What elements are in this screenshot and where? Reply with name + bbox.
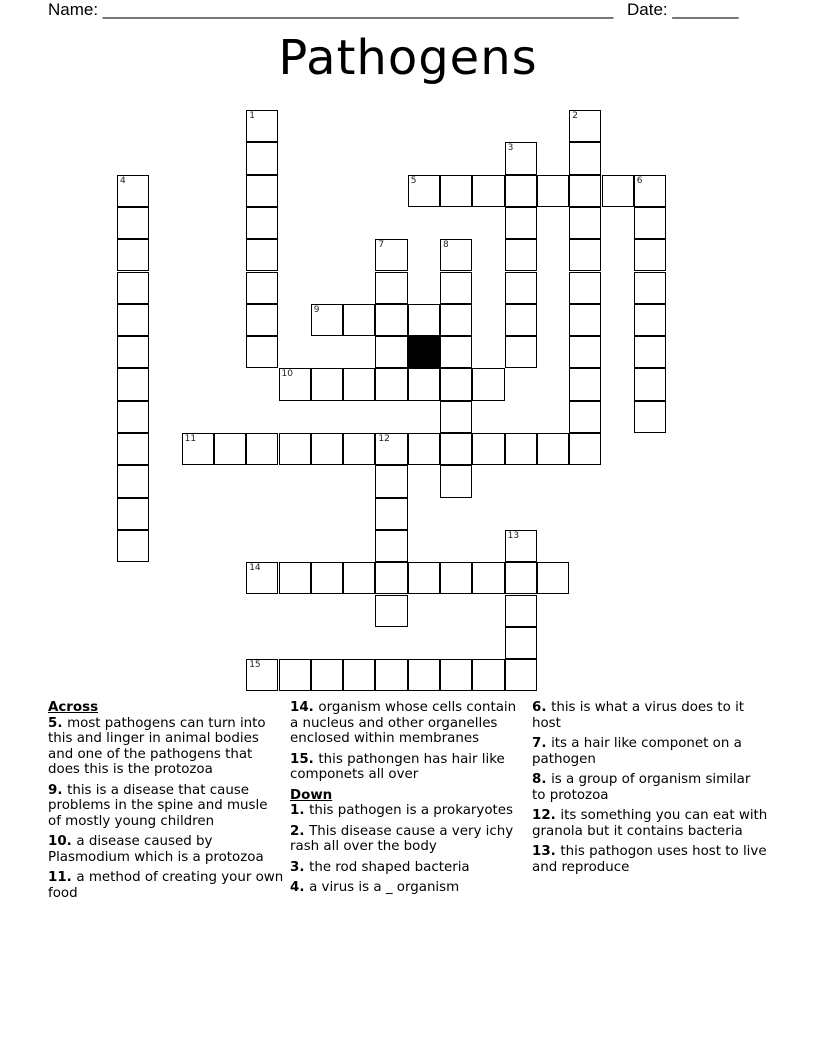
grid-cell[interactable] [569, 175, 601, 207]
grid-cell[interactable] [569, 142, 601, 174]
grid-cell[interactable] [569, 239, 601, 271]
grid-cell[interactable] [246, 336, 278, 368]
grid-cell[interactable] [375, 498, 407, 530]
grid-cell[interactable] [505, 562, 537, 594]
grid-cell[interactable] [634, 401, 666, 433]
grid-cell[interactable] [117, 433, 149, 465]
cell-number: 8 [443, 240, 449, 251]
grid-cell[interactable] [343, 433, 375, 465]
grid-cell[interactable] [375, 239, 407, 271]
clues-column-2 [290, 700, 526, 901]
cell-number: 9 [313, 304, 320, 315]
grid-cell[interactable] [343, 304, 375, 336]
clue-text: most pathogens can turn into this and linger in animal bodies and one of the pathogens that does this is the protozoa [48, 715, 266, 777]
grid-cell[interactable] [375, 272, 407, 304]
grid-cell[interactable] [279, 433, 311, 465]
grid-cell[interactable] [440, 336, 472, 368]
grid-cell[interactable] [246, 175, 278, 207]
clue-number: 14 [290, 700, 309, 715]
grid-cell[interactable] [505, 239, 537, 271]
cell-number: 12 [378, 434, 390, 444]
down-heading: Down [290, 787, 333, 803]
grid-cell[interactable] [375, 530, 407, 562]
page-title: Pathogens [278, 30, 538, 86]
grid-cell[interactable] [440, 175, 472, 207]
cell-number: 11 [184, 434, 197, 444]
grid-cell[interactable] [311, 659, 343, 691]
grid-cell[interactable] [634, 272, 666, 304]
grid-cell[interactable] [505, 595, 537, 627]
grid-cell[interactable] [569, 433, 601, 465]
grid-cell[interactable] [634, 207, 666, 239]
clue-number: 8 [532, 772, 542, 787]
grid-cell[interactable] [505, 207, 537, 239]
clue-across-9: 9. this is a disease that cause problems in the spine and musle of mostly young children [48, 782, 268, 829]
grid-cell[interactable] [117, 498, 149, 530]
grid-cell[interactable] [408, 659, 440, 691]
grid-cell[interactable] [117, 272, 149, 304]
cell-number: 3 [507, 143, 514, 154]
cell-number: 1 [249, 111, 255, 121]
grid-cell[interactable] [569, 207, 601, 239]
grid-cell[interactable] [440, 401, 472, 433]
grid-cell[interactable] [246, 433, 278, 465]
grid-cell[interactable] [246, 110, 278, 142]
clue-text: its a hair like componet on a pathogen [532, 736, 742, 767]
grid-cell[interactable] [117, 304, 149, 336]
grid-cell[interactable] [602, 175, 634, 207]
grid-cell[interactable] [375, 562, 407, 594]
grid-cell[interactable] [408, 175, 440, 207]
grid-cell[interactable] [505, 530, 537, 562]
clue-across-10: 10. a disease caused by Plasmodium which is a protozoa [48, 834, 264, 865]
grid-cell[interactable] [634, 239, 666, 271]
grid-cell[interactable] [569, 110, 601, 142]
grid-cell[interactable] [117, 530, 149, 562]
clue-text: the rod shaped bacteria [309, 859, 470, 875]
grid-cell[interactable] [246, 659, 278, 691]
grid-cell[interactable] [569, 336, 601, 368]
grid-cell[interactable] [375, 368, 407, 400]
grid-cell[interactable] [634, 304, 666, 336]
grid-cell[interactable] [505, 175, 537, 207]
clue-across-14: 14. organism whose cells contain a nucleus and other organelles enclosed within membranes [290, 700, 517, 746]
grid-cell[interactable] [246, 207, 278, 239]
grid-cell[interactable] [408, 304, 440, 336]
grid-cell[interactable] [472, 175, 504, 207]
grid-cell[interactable] [117, 368, 149, 400]
clue-number: 10 [48, 834, 67, 849]
grid-cell[interactable] [440, 562, 472, 594]
clue-down-7: 7. its a hair like componet on a pathogen [532, 736, 742, 767]
clue-text: a virus is a _ organism [309, 880, 460, 895]
grid-cell[interactable] [279, 562, 311, 594]
clue-number: 1 [290, 803, 300, 818]
cell-number: 5 [410, 175, 417, 186]
grid-cell[interactable] [472, 368, 504, 400]
name-field-label[interactable]: Name: ______________________________________________________ [48, 0, 614, 19]
clue-down-4: 4. a virus is a _ organism [290, 880, 460, 895]
grid-cell[interactable] [537, 433, 569, 465]
clue-number: 12 [532, 808, 551, 823]
cell-number: 4 [120, 175, 126, 186]
grid-cell[interactable] [505, 304, 537, 336]
grid-cell[interactable] [375, 304, 407, 336]
clue-number: 15 [290, 751, 309, 767]
clue-text: This disease cause a very ichy rash all over the body [290, 823, 514, 854]
grid-cell[interactable] [440, 239, 472, 271]
grid-cell[interactable] [117, 336, 149, 368]
grid-cell[interactable] [375, 336, 407, 368]
clue-text: this pathogon uses host to live and reproduce [532, 844, 767, 875]
cell-number: 6 [636, 175, 643, 186]
clue-text: organism whose cells contain a nucleus and other organelles enclosed within membranes [290, 700, 517, 746]
grid-cell[interactable] [182, 433, 214, 465]
clue-across-15: 15. this pathongen has hair like componets all over [290, 751, 505, 782]
black-cell [408, 336, 440, 368]
grid-cell[interactable] [634, 175, 666, 207]
grid-cell[interactable] [505, 659, 537, 691]
grid-cell[interactable] [246, 142, 278, 174]
clue-text: this is what a virus does to it host [532, 700, 745, 731]
clue-across-5: 5. most pathogens can turn into this and linger in animal bodies and one of the pathogens that does this is the protozoa [48, 715, 266, 777]
cell-number: 2 [572, 111, 578, 121]
grid-cell[interactable] [117, 207, 149, 239]
grid-cell[interactable] [343, 368, 375, 400]
grid-cell[interactable] [343, 659, 375, 691]
grid-cell[interactable] [246, 304, 278, 336]
grid-cell[interactable] [117, 401, 149, 433]
cell-number: 10 [281, 369, 293, 380]
grid-cell[interactable] [279, 368, 311, 400]
grid-cell[interactable] [440, 433, 472, 465]
clue-across-11: 11. a method of creating your own food [48, 870, 284, 901]
clue-text: a disease caused by Plasmodium which is a protozoa [48, 834, 264, 865]
clue-down-13: 13. this pathogon uses host to live and reproduce [532, 844, 767, 875]
clue-number: 2 [290, 823, 300, 839]
grid-cell[interactable] [505, 627, 537, 659]
clue-text: is a group of organism similar to protozoa [532, 772, 751, 803]
grid-cell[interactable] [472, 659, 504, 691]
clue-down-6: 6. this is what a virus does to it host [532, 700, 745, 731]
grid-cell[interactable] [375, 595, 407, 627]
grid-cell[interactable] [408, 368, 440, 400]
grid-cell[interactable] [440, 304, 472, 336]
grid-cell[interactable] [569, 272, 601, 304]
grid-cell[interactable] [311, 562, 343, 594]
grid-cell[interactable] [505, 433, 537, 465]
grid-cell[interactable] [569, 304, 601, 336]
clue-number: 5 [48, 715, 58, 731]
grid-cell[interactable] [214, 433, 246, 465]
cell-number: 13 [507, 530, 520, 541]
clue-text: its something you can eat with granola but it contains bacteria [532, 808, 768, 839]
grid-cell[interactable] [117, 175, 149, 207]
clue-number: 9 [48, 782, 58, 798]
grid-cell[interactable] [505, 142, 537, 174]
grid-cell[interactable] [311, 433, 343, 465]
grid-cell[interactable] [440, 659, 472, 691]
grid-cell[interactable] [246, 239, 278, 271]
grid-cell[interactable] [569, 401, 601, 433]
clue-down-2: 2. This disease cause a very ichy rash all over the body [290, 823, 514, 854]
grid-cell[interactable] [569, 368, 601, 400]
grid-cell[interactable] [408, 433, 440, 465]
grid-cell[interactable] [117, 239, 149, 271]
cell-number: 15 [249, 660, 261, 671]
clue-text: this pathogen is a prokaryotes [309, 803, 514, 818]
grid-cell[interactable] [375, 659, 407, 691]
grid-cell[interactable] [343, 562, 375, 594]
grid-cell[interactable] [634, 336, 666, 368]
grid-cell[interactable] [472, 562, 504, 594]
grid-cell[interactable] [246, 562, 278, 594]
clue-number: 6 [532, 700, 542, 715]
clue-down-3: 3. the rod shaped bacteria [290, 859, 470, 875]
grid-cell[interactable] [472, 433, 504, 465]
clue-text: this pathongen has hair like componets all over [290, 751, 505, 782]
grid-cell[interactable] [311, 304, 343, 336]
clue-number: 3 [290, 859, 300, 875]
grid-cell[interactable] [440, 368, 472, 400]
clue-down-1: 1. this pathogen is a prokaryotes [290, 803, 514, 818]
grid-cell[interactable] [117, 465, 149, 497]
clue-number: 13 [532, 844, 551, 859]
clues-column-3 [532, 700, 768, 880]
clue-number: 4 [290, 880, 300, 895]
clue-text: a method of creating your own food [48, 870, 284, 901]
grid-cell[interactable] [246, 272, 278, 304]
clue-number: 7 [532, 736, 542, 751]
grid-cell[interactable] [505, 272, 537, 304]
clue-down-12: 12. its something you can eat with granola but it contains bacteria [532, 808, 768, 839]
grid-cell[interactable] [440, 465, 472, 497]
grid-cell[interactable] [634, 368, 666, 400]
grid-cell[interactable] [311, 368, 343, 400]
clue-text: this is a disease that cause problems in the spine and musle of mostly young children [48, 782, 268, 829]
grid-cell[interactable] [279, 659, 311, 691]
grid-cell[interactable] [537, 562, 569, 594]
grid-cell[interactable] [375, 465, 407, 497]
cell-number: 14 [249, 563, 261, 574]
clues-column-1 [48, 700, 284, 906]
grid-cell[interactable] [408, 562, 440, 594]
date-field-label[interactable]: Date: _______ [627, 0, 739, 19]
across-heading: Across [48, 700, 99, 715]
grid-cell[interactable] [440, 272, 472, 304]
grid-cell[interactable] [537, 175, 569, 207]
clue-number: 11 [48, 870, 67, 885]
grid-cell[interactable] [375, 433, 407, 465]
clue-down-8: 8. is a group of organism similar to protozoa [532, 772, 751, 803]
cell-number: 7 [378, 240, 385, 251]
grid-cell[interactable] [505, 336, 537, 368]
